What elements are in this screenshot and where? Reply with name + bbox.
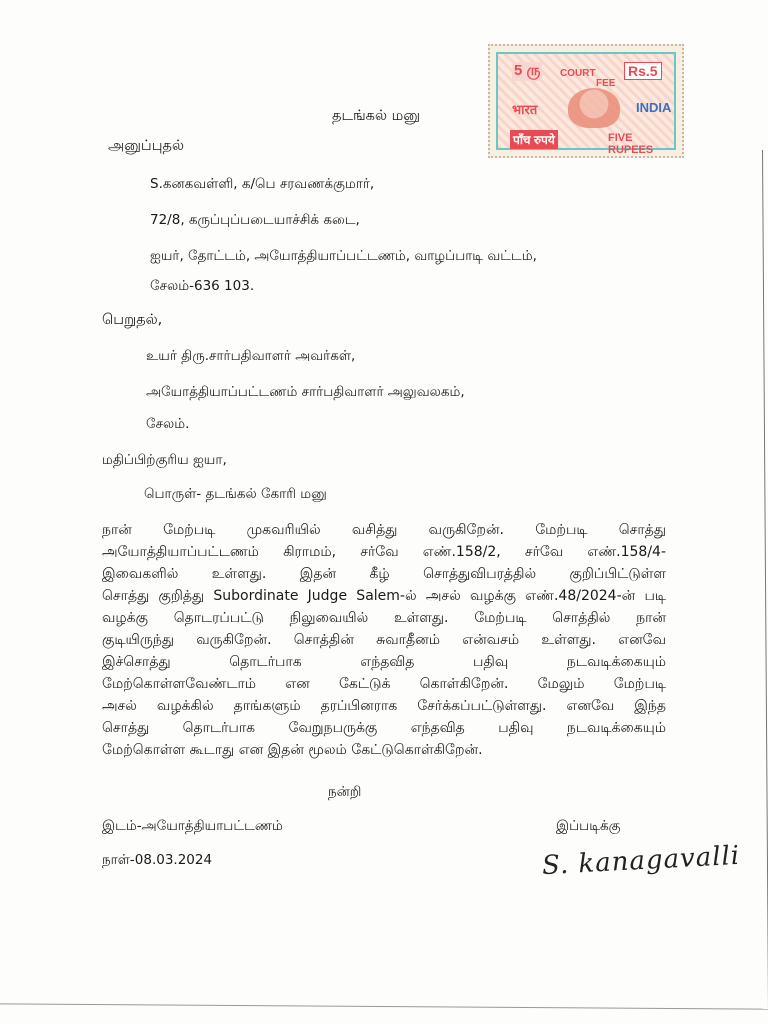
- yours-text: இப்படிக்கு: [556, 818, 621, 834]
- document-title: தடங்கல் மனு: [332, 108, 421, 124]
- court-fee-stamp: [488, 44, 684, 158]
- stamp-fee-label: FEE: [596, 78, 616, 89]
- body-line: இவைகளில் உள்ளது. இதன் கீழ் சொத்துவிபரத்தில் குறிப்பிட்டுள்ள: [102, 566, 666, 582]
- date-text: நாள்-08.03.2024: [102, 852, 213, 868]
- stamp-rs-label: Rs.5: [624, 62, 662, 80]
- body-line: மேற்கொள்ள கூடாது என இதன் மூலம் கேட்டுகொள்கிறேன்.: [102, 742, 483, 758]
- to-line-office: அயோத்தியாப்பட்டணம் சார்பதிவாளர் அலுவலகம்,: [146, 384, 465, 400]
- page-edge-bottom: [0, 1003, 768, 1009]
- to-line-city: சேலம்.: [146, 416, 190, 432]
- from-line-area: ஐயர், தோட்டம், அயோத்தியாப்பட்டணம், வாழப்பாடி வட்டம்,: [150, 248, 537, 264]
- page-edge-right: [762, 150, 768, 1024]
- body-line: சொத்து குறித்து Subordinate Judge Salem-ல் அசல் வழக்கு எண்.48/2024-ன் படி: [102, 588, 666, 604]
- stamp-bharat-label: भारत: [512, 102, 538, 117]
- stamp-panch-label: पाँच रुपये: [510, 130, 558, 149]
- to-line-officer: உயர் திரு.சார்பதிவாளர் அவர்கள்,: [146, 348, 356, 364]
- body-line: அசல் வழக்கில் தாங்களும் தரப்பினராக சேர்க்கப்பட்டுள்ளது. எனவே இந்த: [102, 698, 666, 714]
- body-line: நான் மேற்படி முகவரியில் வசித்து வருகிறேன். மேற்படி சொத்து: [102, 522, 666, 538]
- to-heading: பெறுதல்,: [102, 312, 163, 328]
- stamp-india-label: INDIA: [636, 100, 672, 115]
- body-line: வழக்கு தொடரப்பட்டு நிலுவையில் உள்ளது. மேற்படி சொத்தில் நான்: [102, 610, 666, 626]
- body-line: சொத்து தொடர்பாக வேறுநபருக்கு எந்தவித பதிவு நடவடிக்கையும்: [102, 720, 666, 736]
- stamp-value-tamil: 5 ரு: [514, 62, 541, 79]
- subject-line: பொருள்- தடங்கல் கோரி மனு: [144, 486, 327, 502]
- from-line-door: 72/8, கருப்புப்படையாச்சிக் கடை,: [150, 212, 360, 228]
- place-text: இடம்-அயோத்தியாபட்டணம்: [102, 818, 283, 834]
- stamp-frame: [496, 52, 676, 156]
- national-emblem-icon: [568, 88, 620, 128]
- body-line: அயோத்தியாப்பட்டணம் கிராமம், சர்வே எண்.158/2, சர்வே எண்.158/4-: [102, 544, 666, 560]
- body-line: குடியிருந்து வருகிறேன். சொத்தின் சுவாதீனம் என்வசம் உள்ளது. எனவே: [102, 632, 666, 648]
- body-paragraph: [102, 519, 666, 761]
- from-heading: அனுப்புதல்: [108, 138, 184, 154]
- thanks-text: நன்றி: [328, 784, 362, 800]
- stamp-five-label: FIVE RUPEES: [608, 132, 654, 156]
- signature: S. kanagavalli: [541, 840, 741, 882]
- stamp-court-label: COURT: [560, 68, 596, 79]
- from-line-city: சேலம்-636 103.: [150, 278, 255, 294]
- body-line: இச்சொத்து தொடர்பாக எந்தவித பதிவு நடவடிக்கையும்: [102, 654, 666, 670]
- salutation: மதிப்பிற்குரிய ஐயா,: [102, 452, 227, 468]
- from-line-name: S.கனகவள்ளி, க/பெ சரவணக்குமார்,: [150, 176, 375, 192]
- body-line: மேற்கொள்ளவேண்டாம் என கேட்டுக் கொள்கிறேன். மேலும் மேற்படி: [102, 676, 666, 692]
